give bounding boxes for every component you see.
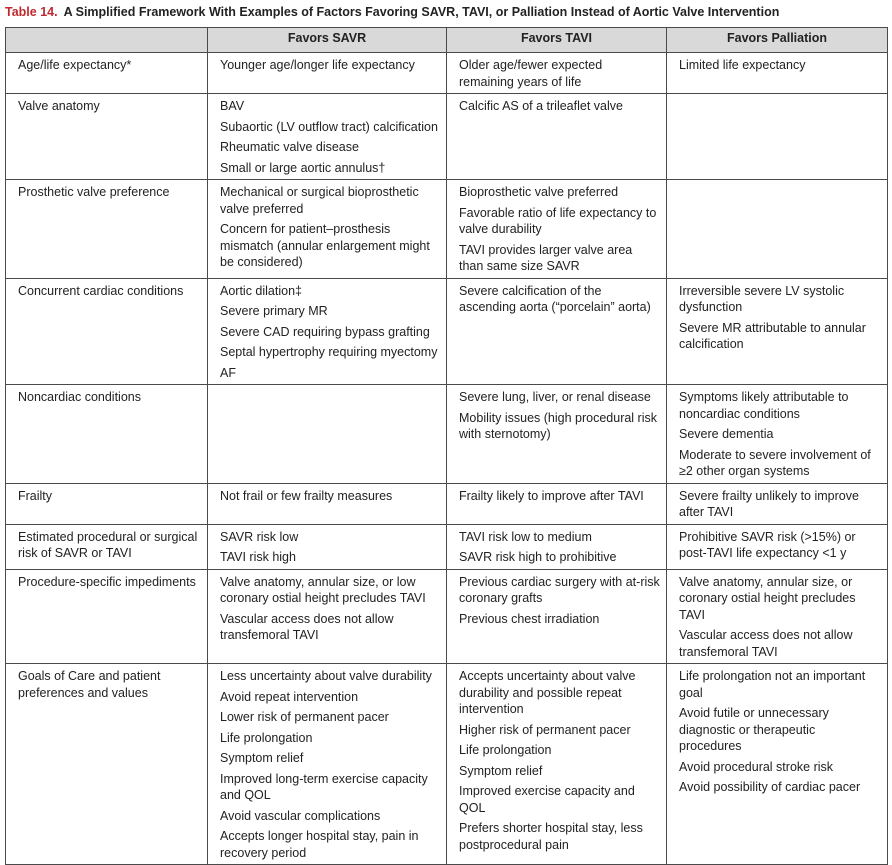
cell-item: Severe primary MR — [220, 304, 328, 318]
table-row — [6, 53, 888, 94]
cell-item: Not frail or few frailty measures — [220, 488, 393, 503]
savr-cell — [208, 385, 447, 484]
factor-cell: Procedure-specific impediments — [6, 569, 208, 664]
table-number: Table 14. — [5, 5, 58, 19]
palliation-cell — [667, 278, 888, 385]
cell-item: Higher risk of permanent pacer — [459, 722, 631, 737]
savr-cell — [208, 569, 447, 664]
palliation-cell — [667, 664, 888, 865]
factor-cell: Valve anatomy — [6, 94, 208, 180]
tavi-cell — [447, 53, 667, 94]
cell-item: Valve anatomy, annular size, or coronary ostial height precludes TAVI — [679, 574, 856, 622]
savr-cell — [208, 278, 447, 385]
cell-item: Vascular access does not allow transfemoral TAVI — [220, 611, 394, 642]
cell-item: TAVI risk high — [220, 550, 296, 564]
cell-item: Avoid vascular complications — [220, 808, 381, 823]
cell-item: Concern for patient–prosthesis mismatch (annular enlargement might be considered) — [220, 222, 430, 269]
cell-item: Accepts uncertainty about valve durability and possible repeat intervention — [459, 669, 636, 716]
cell-item: Older age/fewer expected remaining years of life — [459, 58, 603, 89]
table-title: A Simplified Framework With Examples of Factors Favoring SAVR, TAVI, or Palliation Instead of Aortic Valve Intervention — [63, 5, 780, 19]
cell-item: Previous cardiac surgery with at-risk coronary grafts — [459, 574, 660, 605]
cell-item: Avoid repeat intervention — [220, 689, 359, 704]
cell-item: Less uncertainty about valve durability — [220, 669, 432, 683]
cell-item: Avoid futile or unnecessary diagnostic or therapeutic procedures — [679, 706, 829, 753]
cell-item: Avoid possibility of cardiac pacer — [679, 780, 861, 794]
cell-item: TAVI risk low to medium — [459, 529, 592, 544]
cell-item: Lower risk of permanent pacer — [220, 710, 389, 724]
cell-item: Rheumatic valve disease — [220, 140, 359, 154]
cell-item: Symptom relief — [220, 751, 304, 765]
cell-item: Mechanical or surgical bioprosthetic valve preferred — [220, 185, 419, 216]
tavi-cell — [447, 664, 667, 865]
framework-table — [5, 27, 888, 865]
table-row — [6, 483, 888, 524]
table-row — [6, 664, 888, 865]
cell-item: Severe calcification of the ascending aorta (“porcelain” aorta) — [459, 283, 651, 314]
cell-item: Small or large aortic annulus† — [220, 160, 386, 175]
header-favors-tavi: Favors TAVI — [447, 28, 667, 53]
cell-item: Accepts longer hospital stay, pain in recovery period — [220, 829, 419, 860]
cell-item: Limited life expectancy — [679, 58, 806, 72]
table-row — [6, 94, 888, 180]
cell-item: Improved exercise capacity and QOL — [459, 784, 635, 815]
palliation-cell — [667, 569, 888, 664]
cell-item: Vascular access does not allow transfemoral TAVI — [679, 628, 853, 659]
palliation-cell — [667, 180, 888, 279]
palliation-cell — [667, 483, 888, 524]
factor-cell: Concurrent cardiac conditions — [6, 278, 208, 385]
tavi-cell — [447, 278, 667, 385]
factor-cell: Noncardiac conditions — [6, 385, 208, 484]
palliation-cell — [667, 94, 888, 180]
palliation-cell — [667, 53, 888, 94]
table-row — [6, 385, 888, 484]
cell-item: Life prolongation not an important goal — [679, 669, 866, 700]
cell-item: Favorable ratio of life expectancy to valve durability — [459, 205, 657, 236]
savr-cell — [208, 483, 447, 524]
cell-item: Bioprosthetic valve preferred — [459, 185, 619, 199]
table-body — [6, 53, 888, 865]
savr-cell — [208, 524, 447, 569]
table-caption — [5, 3, 887, 22]
cell-item: Life prolongation — [459, 743, 552, 757]
table-row — [6, 278, 888, 385]
cell-item: Calcific AS of a trileaflet valve — [459, 99, 623, 113]
cell-item: Prefers shorter hospital stay, less postprocedural pain — [459, 821, 643, 852]
cell-item: SAVR risk low — [220, 529, 299, 544]
cell-item: Severe lung, liver, or renal disease — [459, 390, 651, 404]
savr-cell — [208, 53, 447, 94]
table-row — [6, 180, 888, 279]
factor-cell: Frailty — [6, 483, 208, 524]
savr-cell — [208, 180, 447, 279]
cell-item: Younger age/longer life expectancy — [220, 58, 415, 72]
factor-cell: Estimated procedural or surgical risk of SAVR or TAVI — [6, 524, 208, 569]
cell-item: Symptom relief — [459, 763, 543, 778]
cell-item: Aortic dilation‡ — [220, 283, 302, 298]
cell-item: Severe CAD requiring bypass grafting — [220, 324, 430, 339]
savr-cell — [208, 664, 447, 865]
cell-item: Severe frailty unlikely to improve after TAVI — [679, 488, 859, 519]
cell-item: Irreversible severe LV systolic dysfunction — [679, 283, 845, 314]
cell-item: Mobility issues (high procedural risk with sternotomy) — [459, 410, 657, 441]
cell-item: Severe dementia — [679, 427, 774, 441]
table-row — [6, 569, 888, 664]
palliation-cell — [667, 385, 888, 484]
header-row — [6, 28, 888, 53]
table-row — [6, 524, 888, 569]
cell-item: AF — [220, 365, 236, 380]
cell-item: Subaortic (LV outflow tract) calcification — [220, 119, 438, 134]
cell-item: Life prolongation — [220, 730, 313, 745]
cell-item: Frailty likely to improve after TAVI — [459, 488, 644, 503]
tavi-cell — [447, 524, 667, 569]
header-favors-palliation: Favors Palliation — [667, 28, 888, 53]
cell-item: SAVR risk high to prohibitive — [459, 550, 617, 564]
cell-item: Septal hypertrophy requiring myectomy — [220, 345, 438, 359]
cell-item: TAVI provides larger valve area than same size SAVR — [459, 242, 633, 273]
cell-item: Severe MR attributable to annular calcification — [679, 320, 866, 351]
tavi-cell — [447, 180, 667, 279]
cell-item: Valve anatomy, annular size, or low coronary ostial height precludes TAVI — [220, 574, 426, 605]
cell-item: Prohibitive SAVR risk (>15%) or post-TAVI life expectancy <1 y — [679, 529, 856, 560]
cell-item: Symptoms likely attributable to noncardiac conditions — [679, 390, 849, 421]
cell-item: Improved long-term exercise capacity and QOL — [220, 771, 428, 802]
factor-cell: Goals of Care and patient preferences and values — [6, 664, 208, 865]
tavi-cell — [447, 94, 667, 180]
tavi-cell — [447, 483, 667, 524]
tavi-cell — [447, 385, 667, 484]
cell-item: BAV — [220, 99, 245, 113]
tavi-cell — [447, 569, 667, 664]
palliation-cell — [667, 524, 888, 569]
cell-item: Moderate to severe involvement of ≥2 other organ systems — [679, 447, 871, 478]
cell-item: Previous chest irradiation — [459, 611, 600, 626]
savr-cell — [208, 94, 447, 180]
factor-cell: Age/life expectancy* — [6, 53, 208, 94]
header-factor — [6, 28, 208, 53]
cell-item: Avoid procedural stroke risk — [679, 759, 834, 774]
header-favors-savr: Favors SAVR — [208, 28, 447, 53]
factor-cell: Prosthetic valve preference — [6, 180, 208, 279]
